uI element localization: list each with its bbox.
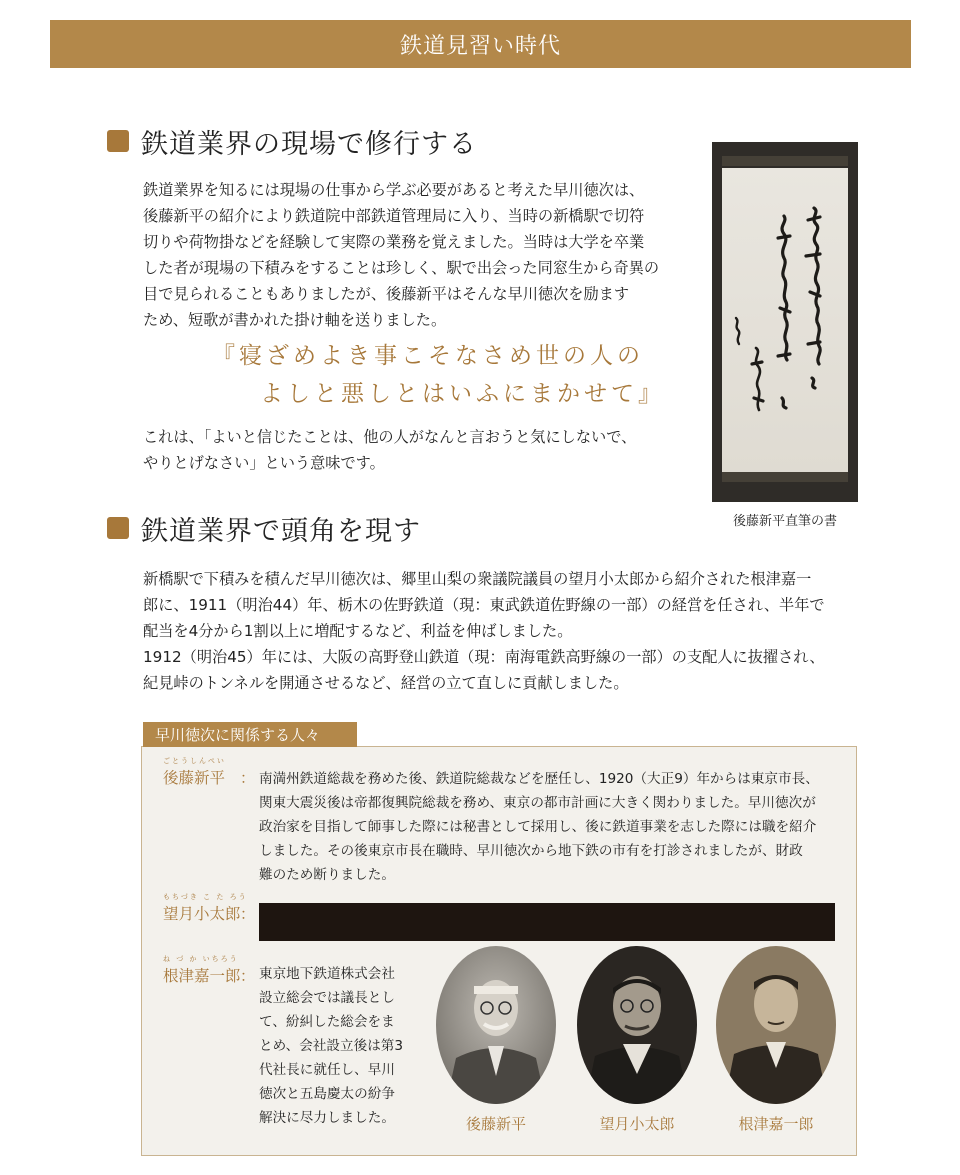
scroll-top-rod bbox=[722, 156, 848, 166]
text-line: した者が現場の下積みをすることは珍しく、駅で出会った同窓生から奇異の bbox=[143, 259, 660, 277]
portrait-caption-goto: 後藤新平 bbox=[465, 1115, 526, 1133]
text-line: 設立総会では議長とし bbox=[259, 990, 395, 1006]
text-line: やりとげなさい」という意味です。 bbox=[143, 454, 385, 472]
text-line: 政治家を目指して師事した際には秘書として採用し、後に鉄道事業を志した際には職を紹介 bbox=[259, 819, 817, 835]
text-line: 東京地下鉄道株式会社 bbox=[259, 966, 395, 982]
portrait-goto-image bbox=[436, 946, 556, 1104]
text-line: 南満州鉄道総裁を務めた後、鉄道院総裁などを歴任し、1920（大正9）年からは東京市長、 bbox=[259, 771, 819, 787]
calligraphy-strokes bbox=[722, 168, 848, 472]
tanka-poem bbox=[140, 337, 700, 413]
name-ruby: ごとうしんぺい bbox=[163, 757, 226, 765]
scroll-bottom-rod bbox=[722, 472, 848, 482]
text-line: 難のため断りました。 bbox=[259, 867, 395, 883]
text-line: て、紛糾した総会をま bbox=[259, 1014, 395, 1030]
text-line: 配当を4分から1割以上に増配するなど、利益を伸ばしました。 bbox=[143, 622, 573, 640]
section1-paragraph bbox=[143, 177, 659, 333]
name-text: 後藤新平 bbox=[163, 769, 226, 787]
text-line: 1912（明治45）年には、大阪の高野登山鉄道（現：南海電鉄高野線の一部）の支配人に抜擢され、 bbox=[143, 648, 825, 666]
text-line: 代社長に就任し、早川 bbox=[259, 1062, 395, 1078]
section-heading-training bbox=[107, 124, 477, 158]
scroll-caption: 後藤新平直筆の書 bbox=[732, 514, 837, 529]
heading-square-icon bbox=[107, 517, 129, 539]
name-ruby: もちづき こ た ろう bbox=[163, 893, 248, 901]
text-line: 目で見られることもありましたが、後藤新平はそんな早川徳次を励ます bbox=[143, 285, 629, 303]
text-line: ため、短歌が書かれた掛け軸を送りました。 bbox=[143, 311, 447, 329]
person-desc-goto bbox=[259, 767, 819, 887]
redacted-block bbox=[259, 903, 835, 941]
text-line: 郎に、1911（明治44）年、栃木の佐野鉄道（現：東武鉄道佐野線の一部）の経営を任され、半年で bbox=[143, 596, 825, 614]
text-line: これは、「よいと信じたことは、他の人がなんと言おうと気にしないで、 bbox=[143, 428, 637, 446]
person-name-nezu bbox=[163, 955, 241, 986]
poem-line-2: よしと悪しとはいふにまかせて』 bbox=[260, 381, 665, 407]
poem-line-1: 『寝ざめよき事こそなさめ世の人の bbox=[212, 343, 644, 369]
related-people-title: 早川徳次に関係する人々 bbox=[155, 726, 321, 744]
person-desc-nezu bbox=[259, 962, 403, 1130]
text-line: 紀見峠のトンネルを開通させるなど、経営の立て直しに貢献しました。 bbox=[143, 674, 629, 692]
text-line: 解決に尽力しました。 bbox=[259, 1110, 395, 1126]
heading-square-icon bbox=[107, 130, 129, 152]
text-line: しました。その後東京市長在職時、早川徳次から地下鉄の市有を打診されましたが、財政 bbox=[259, 843, 803, 859]
calligraphy-scroll-image bbox=[712, 142, 858, 502]
person-name-mochizuki bbox=[163, 893, 248, 924]
section2-title: 鉄道業界で頭角を現す bbox=[141, 515, 421, 547]
person-name-goto bbox=[163, 757, 226, 788]
section-heading-rise bbox=[107, 511, 421, 545]
portrait-caption-mochizuki: 望月小太郎 bbox=[599, 1115, 675, 1133]
text-line: とめ、会社設立後は第3 bbox=[259, 1038, 404, 1054]
banner-title: 鉄道見習い時代 bbox=[399, 33, 561, 59]
name-colon: ： bbox=[240, 769, 256, 787]
text-line: 後藤新平の紹介により鉄道院中部鉄道管理局に入り、当時の新橋駅で切符 bbox=[143, 207, 645, 225]
scroll-paper bbox=[722, 168, 848, 472]
related-people-tab bbox=[143, 722, 357, 747]
name-ruby: ね づ か いちろう bbox=[163, 955, 239, 963]
name-colon: ： bbox=[240, 967, 256, 985]
portrait-nezu-image bbox=[716, 946, 836, 1104]
text-line: 鉄道業界を知るには現場の仕事から学ぶ必要があると考えた早川徳次は、 bbox=[143, 181, 645, 199]
portrait-mochizuki-image bbox=[577, 946, 697, 1104]
portrait-caption-nezu: 根津嘉一郎 bbox=[738, 1115, 814, 1133]
text-line: 新橋駅で下積みを積んだ早川徳次は、郷里山梨の衆議院議員の望月小太郎から紹介された根津嘉一 bbox=[143, 570, 812, 588]
section2-paragraph bbox=[143, 566, 825, 696]
poem-meaning bbox=[143, 424, 636, 476]
name-text: 根津嘉一郎 bbox=[163, 967, 241, 985]
text-line: 関東大震災後は帝都復興院総裁を務め、東京の都市計画に大きく関わりました。早川徳次が bbox=[259, 795, 816, 811]
name-text: 望月小太郎 bbox=[163, 905, 241, 923]
section1-title: 鉄道業界の現場で修行する bbox=[141, 128, 477, 160]
text-line: 切りや荷物掛などを経験して実際の業務を覚えました。当時は大学を卒業 bbox=[143, 233, 645, 251]
page-banner bbox=[50, 20, 911, 68]
name-colon: ： bbox=[240, 905, 256, 923]
text-line: 徳次と五島慶太の紛争 bbox=[259, 1086, 395, 1102]
